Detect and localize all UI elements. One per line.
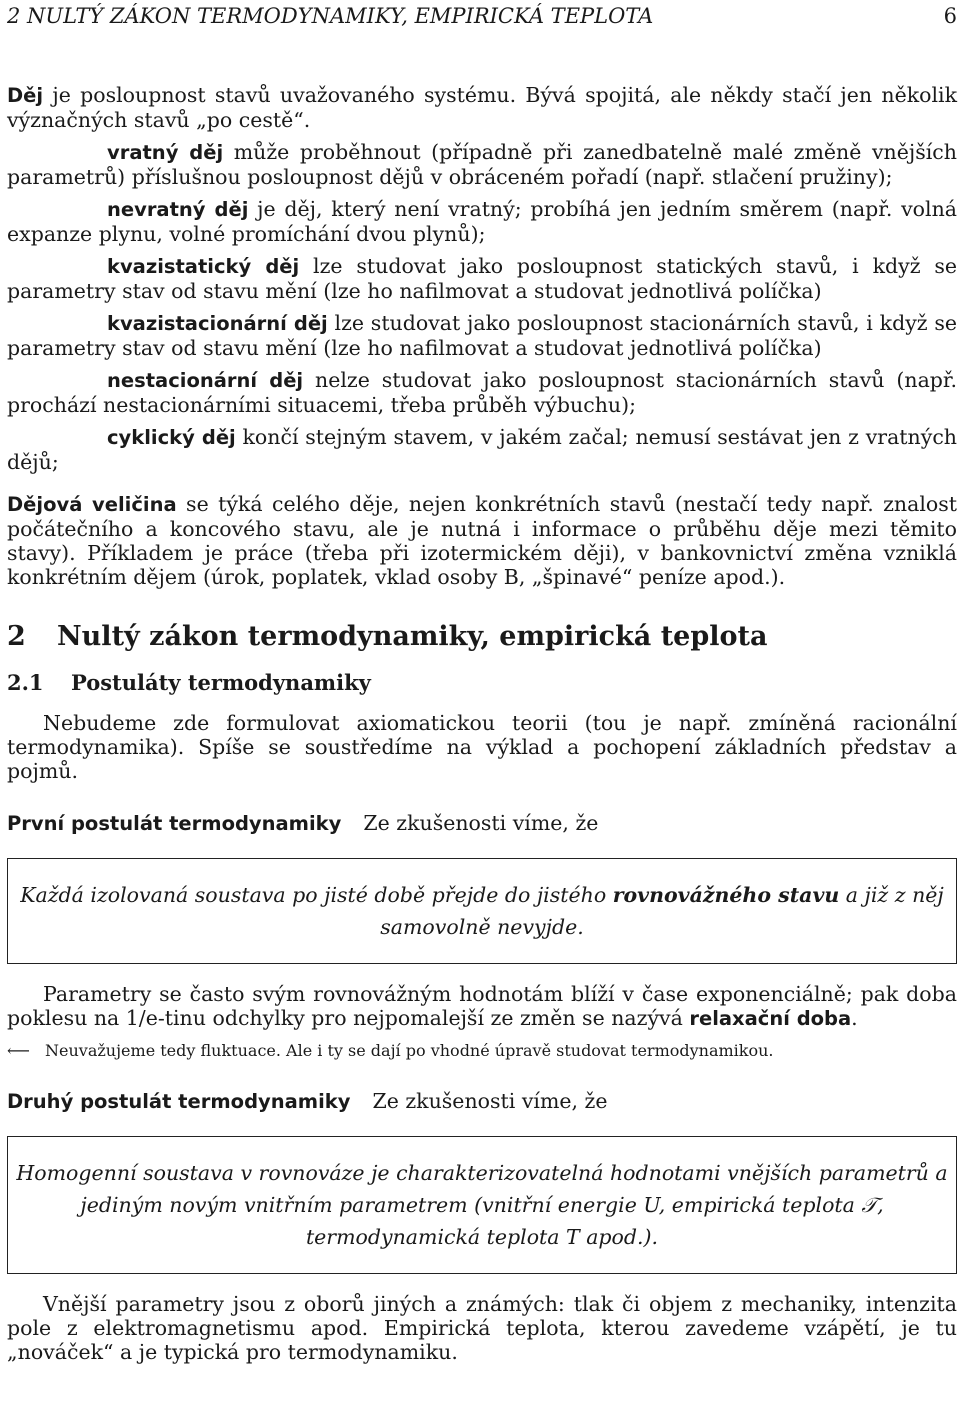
- item-text: lze studovat jako posloupnost statických stavů, i když se parametry stav od stavu mění (lze ho nafilmovat a studovat jednotlivá políčka): [7, 254, 957, 303]
- postulate1-box-post: a již z něj samovolně nevyjde.: [380, 883, 944, 939]
- postulate1-box-pre: Každá izolovaná soustava po jisté době přejde do jistého: [20, 883, 613, 907]
- section-number: 2: [7, 621, 26, 652]
- item-text: končí stejným stavem, v jakém začal; nemusí sestávat jen z vratných dějů;: [7, 425, 957, 474]
- section-title: Nultý zákon termodynamiky, empirická teplota: [57, 621, 768, 652]
- postulate2-lead: Ze zkušenosti víme, že: [372, 1089, 608, 1113]
- process-definition: [7, 83, 957, 132]
- quantity-text: se týká celého děje, nejen konkrétních stavů (nestačí tedy např. znalost počátečního a koncového stavu, ale je nutná i informace o průběhu děje mezi těmito stavy). Příkladem je práce (třeba při izotermickém ději), v bankovnictví změna vzniklá konkrétním dějem (úrok, poplatek, vklad osoby B, „špinavé“ peníze apod.).: [7, 492, 957, 589]
- item-text: může proběhnout (případně při zanedbatelně malé změně vnějších parametrů) příslušnou posloupnost dějů v obráceném pořadí (např. stlačení pružiny);: [7, 140, 957, 189]
- postulate1-lead: Ze zkušenosti víme, že: [363, 811, 599, 835]
- subsection-title: Postuláty termodynamiky: [71, 670, 371, 695]
- postulate1-heading: První postulát termodynamiky: [7, 812, 342, 835]
- note-text: Neuvažujeme tedy fluktuace. Ale i ty se dají po vhodné úpravě studovat termodynamikou.: [45, 1041, 774, 1060]
- item-nonstationary: [7, 368, 957, 417]
- item-term: nestacionární děj: [107, 369, 304, 392]
- running-head: [7, 4, 957, 28]
- relaxation-text: Parametry se často svým rovnovážným hodnotám blíží v čase exponenciálně; pak doba poklesu na 1/e-tinu odchylky pro nejpomalejší ze změn se nazývá: [7, 982, 957, 1030]
- postulate2-box: [7, 1136, 957, 1274]
- item-irreversible: [7, 197, 957, 246]
- fluctuation-note: [7, 1041, 957, 1061]
- postulate2-heading: Druhý postulát termodynamiky: [7, 1090, 351, 1113]
- item-term: vratný děj: [107, 141, 224, 164]
- quantity-term: Dějová veličina: [7, 493, 177, 516]
- intro-paragraph: Nebudeme zde formulovat axiomatickou teorii (tou je např. zmíněná racionální termodynamika). Spíše se soustředíme na výklad a pochopení základních představ a pojmů.: [7, 711, 957, 783]
- item-quasistationary: [7, 311, 957, 360]
- subsection-heading: [7, 669, 957, 697]
- postulate1-box-strong: rovnovážného stavu: [612, 883, 840, 907]
- item-cyclic: [7, 425, 957, 474]
- item-term: nevratný děj: [107, 198, 249, 221]
- item-quasistatic: [7, 254, 957, 303]
- item-text: je děj, který není vratný; probíhá jen jedním směrem (např. volná expanze plynu, volné promíchání dvou plynů);: [7, 197, 958, 246]
- running-title: 2 NULTÝ ZÁKON TERMODYNAMIKY, EMPIRICKÁ TEPLOTA: [7, 4, 654, 28]
- subsection-number: 2.1: [7, 670, 44, 695]
- quantity-definition: [7, 492, 957, 589]
- postulate1-box: [7, 858, 957, 964]
- item-text: lze studovat jako posloupnost stacionárních stavů, i když se parametry stav od stavu mění (lze ho nafilmovat a studovat jednotlivá políčka): [7, 311, 958, 360]
- item-reversible: [7, 140, 957, 189]
- relaxation-end: .: [851, 1006, 858, 1030]
- item-term: cyklický děj: [107, 426, 236, 449]
- postulate1-heading-line: [7, 811, 957, 836]
- item-text: nelze studovat jako posloupnost stacionárních stavů (např. prochází nestacionárními situacemi, třeba průběh výbuchu);: [7, 368, 957, 417]
- postulate2-box-text: Homogenní soustava v rovnováze je charakterizovatelná hodnotami vnějších parametrů a jediným novým vnitřním parametrem (vnitřní energie U, empirická teplota 𝒯, termodynamická teplota T apod.).: [16, 1161, 948, 1249]
- section-heading: [7, 621, 957, 653]
- item-term: kvazistacionární děj: [107, 312, 328, 335]
- relaxation-term: relaxační doba: [689, 1007, 852, 1030]
- process-text: je posloupnost stavů uvažovaného systému. Bývá spojitá, ale někdy stačí jen několik význačných stavů „po cestě“.: [7, 83, 957, 132]
- closing-paragraph: Vnější parametry jsou z oborů jiných a známých: tlak či objem z mechaniky, intenzita pole z elektromagnetismu apod. Empirická teplota, kterou zavedeme vzápětí, je tu „nováček“ a je typická pro termodynamiku.: [7, 1292, 957, 1364]
- relaxation-paragraph: [7, 982, 957, 1031]
- page-number: 6: [943, 4, 957, 28]
- postulate2-heading-line: [7, 1089, 957, 1114]
- page: [7, 4, 957, 1364]
- hook-arrow-icon: ⟵: [7, 1041, 30, 1060]
- process-term: Děj: [7, 84, 44, 107]
- item-term: kvazistatický děj: [107, 255, 300, 278]
